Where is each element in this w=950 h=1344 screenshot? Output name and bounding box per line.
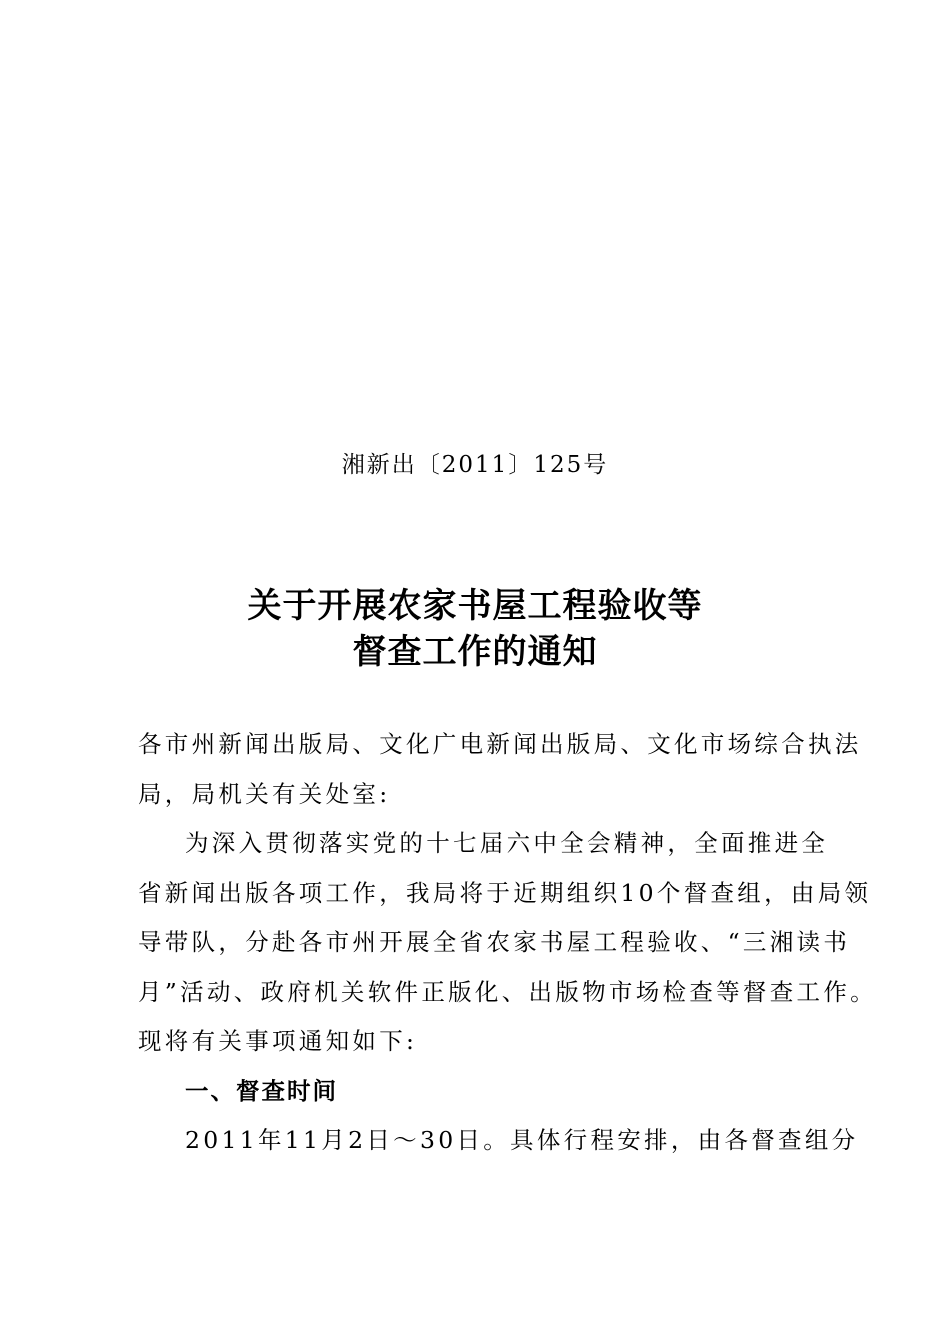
section-1-text	[138, 1116, 859, 1166]
document-number: 湘新出〔2011〕125号	[341, 452, 609, 478]
section-1-line-1: 2011年11月2日～30日。具体行程安排，由各督查组分	[185, 1126, 859, 1154]
intro-line-2: 省新闻出版各项工作，我局将于近期组织10个督查组，由局领	[138, 878, 872, 907]
section-heading-1: 一、督查时间	[185, 1076, 338, 1105]
title-line-1: 关于开展农家书屋工程验收等	[247, 586, 703, 626]
addressee	[138, 720, 862, 819]
addressee-line-1: 各市州新闻出版局、文化广电新闻出版局、文化市场综合执法	[138, 730, 862, 758]
title-line-2: 督查工作的通知	[352, 632, 598, 672]
intro-line-4: 月”活动、政府机关软件正版化、出版物市场检查等督查工作。	[138, 977, 877, 1006]
document-title	[0, 583, 950, 675]
intro-line-1: 为深入贯彻落实党的十七届六中全会精神，全面推进全	[185, 829, 829, 857]
intro-paragraph	[138, 819, 877, 1067]
addressee-line-2: 局，局机关有关处室:	[138, 779, 391, 808]
intro-line-5: 现将有关事项通知如下:	[138, 1027, 418, 1055]
intro-line-3: 导带队，分赴各市州开展全省农家书屋工程验收、“三湘读书	[138, 928, 851, 956]
document-body	[138, 720, 877, 1166]
